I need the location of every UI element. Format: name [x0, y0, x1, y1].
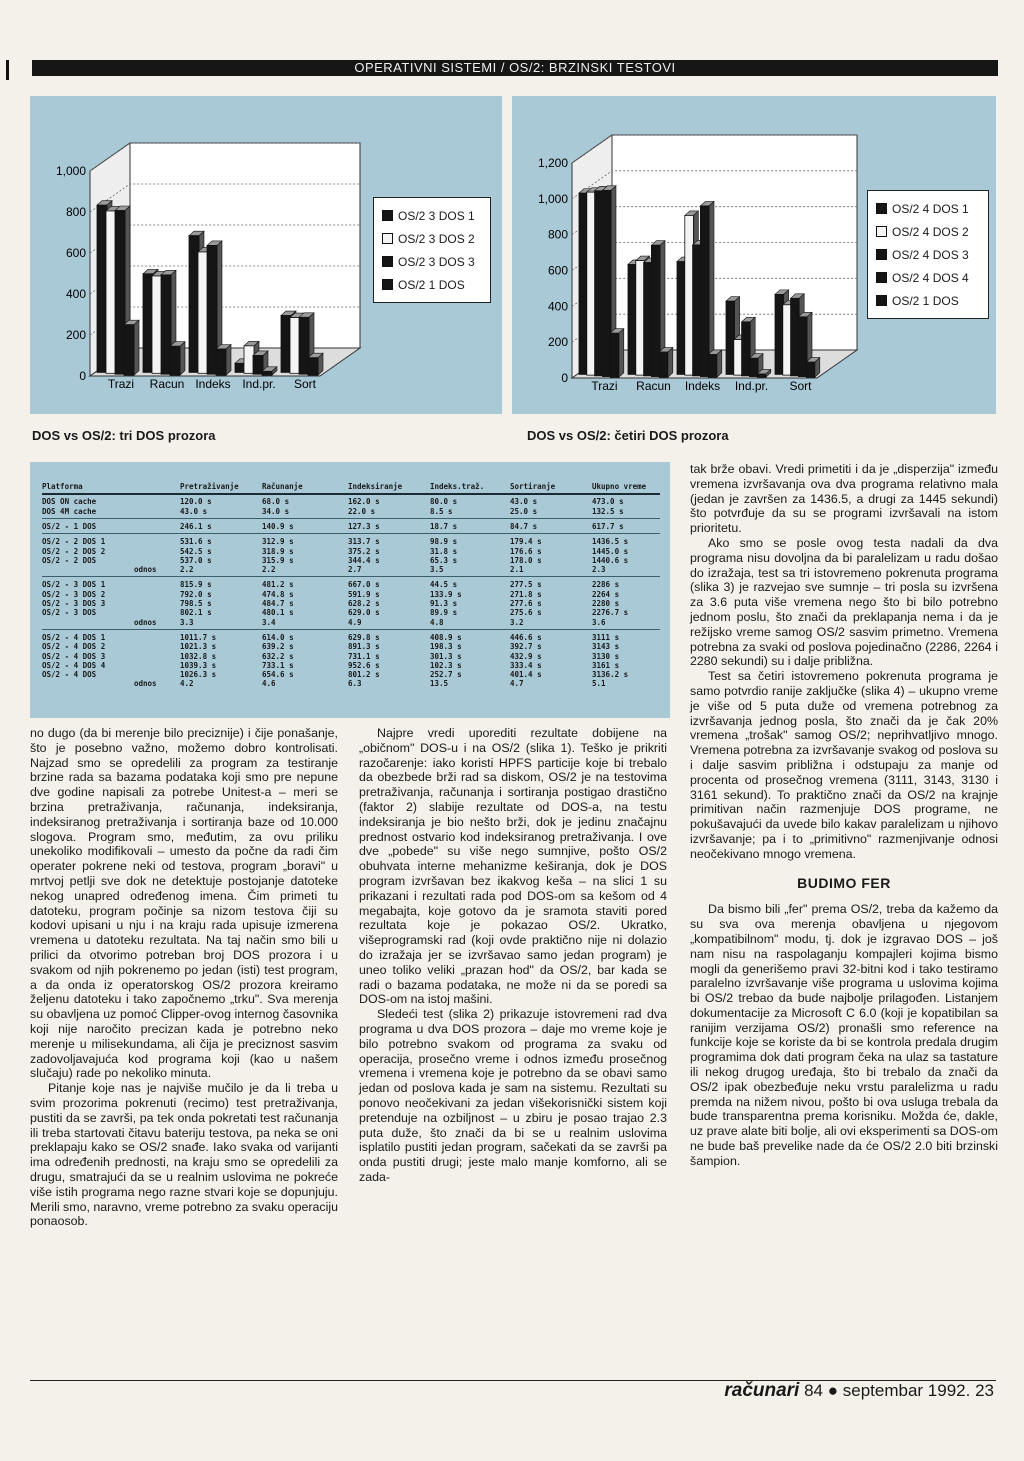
- bar-side: [226, 345, 231, 376]
- table-cell: DOS ON cache: [42, 497, 97, 507]
- bar: [791, 298, 800, 376]
- table-cell: 2286 s: [592, 580, 620, 590]
- bar: [579, 193, 588, 374]
- y-tick-label: 800: [547, 227, 568, 242]
- bar: [726, 301, 735, 374]
- table-cell: 432.9 s: [510, 651, 542, 661]
- table-cell: 6.3: [348, 679, 362, 689]
- bar: [749, 358, 758, 376]
- y-tick-label: 200: [547, 335, 568, 350]
- table-cell: 629.8 s: [348, 632, 380, 642]
- table-cell: odnos: [134, 565, 157, 575]
- paragraph: tak brže obavi. Vredi primetiti i da je „disperzija" između vremena izvršavanja ova dva programa relativno mala (jedan je završen za 1436.5, a drugi za 1445 sekundi) što potvrđuje da su se programi izvršavali na istom prioritetu.: [690, 462, 998, 536]
- table-cell: 632.2 s: [262, 651, 294, 661]
- bar: [644, 263, 653, 376]
- legend-item: [876, 243, 980, 266]
- table-cell: 22.0 s: [348, 506, 376, 516]
- table-cell: 178.0 s: [510, 555, 542, 565]
- legend-item: [876, 220, 980, 243]
- table-cell: 3143 s: [592, 642, 620, 652]
- table-cell: 1436.5 s: [592, 537, 629, 547]
- bar: [290, 318, 300, 374]
- legend-label: OS/2 4 DOS 4: [892, 270, 969, 285]
- table-cell: 80.0 s: [430, 497, 458, 507]
- table-cell: 252.7 s: [430, 670, 462, 680]
- legend-label: OS/2 1 DOS: [892, 293, 959, 308]
- table-cell: OS/2 - 4 DOS 1: [42, 632, 106, 642]
- table-cell: 2.7: [348, 565, 362, 575]
- y-tick-label: 600: [547, 263, 568, 278]
- table-cell: odnos: [134, 617, 157, 627]
- chart-caption-three-dos: DOS vs OS/2: tri DOS prozora: [32, 428, 216, 443]
- table-cell: 162.0 s: [348, 497, 380, 507]
- table-cell: OS/2 - 3 DOS 1: [42, 580, 106, 590]
- table-row: [30, 633, 670, 642]
- table-cell: OS/2 - 1 DOS: [42, 521, 97, 531]
- legend-swatch: [382, 279, 393, 290]
- legend-swatch: [382, 210, 393, 221]
- table-cell: 34.0 s: [262, 506, 290, 516]
- table-cell: 102.3 s: [430, 660, 462, 670]
- bar: [628, 264, 637, 374]
- table-cell: OS/2 - 4 DOS 4: [42, 660, 106, 670]
- table-cell: 408.9 s: [430, 632, 462, 642]
- table-separator: [42, 533, 660, 534]
- article-column-1: [30, 726, 338, 1229]
- bar: [216, 349, 226, 375]
- table-header-cell: Ukupno vreme: [592, 482, 647, 491]
- bar: [685, 215, 694, 375]
- table-cell: 1445.0 s: [592, 546, 629, 556]
- x-tick-label: Ind.pr.: [242, 377, 276, 391]
- table-cell: 798.5 s: [180, 599, 212, 608]
- table-cell: 4.2: [180, 679, 194, 689]
- table-cell: 43.0 s: [510, 497, 538, 507]
- table-cell: 3.5: [430, 565, 444, 575]
- table-cell: 537.0 s: [180, 555, 212, 565]
- article-column-3: [690, 462, 998, 1169]
- x-tick-label: Sort: [789, 379, 812, 393]
- table-cell: 3.3: [180, 617, 194, 627]
- table-cell: 792.0 s: [180, 589, 212, 599]
- table-cell: 344.4 s: [348, 555, 380, 565]
- table-cell: 13.5: [430, 679, 449, 689]
- y-tick-label: 0: [79, 369, 86, 383]
- paragraph: Ako smo se posle ovog testa nadali da dva programa nisu dovoljna da bi paralelizam u radu došao do izražaja, test sa tri istovremeno pokrenuta programa (slika 3) je razvejao sve sumnje – tri posla su izvršena za 3.6 puta više vremena nego što bi bilo potrebno jednom poslu, što znači da preklapanja nema i da je režijsko vreme samog OS/2 sasvim primetno. Vremena potrebna za svaki od poslova pojedinačno (2286, 2264 i 2280 sekundi) su i dalje približna.: [690, 535, 998, 669]
- section-heading: BUDIMO FER: [797, 874, 891, 891]
- bar: [742, 322, 751, 376]
- table-cell: 25.0 s: [510, 506, 538, 516]
- bar: [235, 363, 245, 372]
- table-row: [30, 599, 670, 608]
- table-cell: OS/2 - 2 DOS 2: [42, 546, 106, 556]
- bar: [806, 362, 815, 377]
- bar: [636, 261, 645, 376]
- bar: [262, 371, 272, 375]
- table-row: [30, 642, 670, 651]
- bar: [207, 245, 217, 374]
- bar: [124, 325, 134, 375]
- table-cell: 446.6 s: [510, 632, 542, 642]
- table-cell: 2.1: [510, 565, 524, 575]
- table-cell: 65.3 s: [430, 555, 458, 565]
- table-separator: [42, 518, 660, 519]
- legend-swatch: [876, 249, 887, 260]
- bar: [198, 252, 208, 373]
- paragraph: no dugo (da bi merenje bilo preciznije) i čije ponašanje, što je posebno važno, možemo dobro kontrolisati. Najzad smo se opredelili za program za testiranje brzine rada sa bazama podataka koji smo pre nepune dve godine napisali za potrebe Unitest-a – meri se brzina pretraživanja, računanja, indeksiranja, indeksiranog pretraživanja i sortiranja baze od 10.000 slogova. Program smo, međutim, za ovu priliku unekoliko modifikovali – umesto da počne da radi čim operater pokrene neki od testova, program „boravi" u mrtvoj petlji sve dok ne detektuje postojanje datoteke nekog unapred određenog imena. Čim primeti tu datoteku, program počinje sa nizom testova čiji su kodovi upisani u nju i na kraju rada upisuje izmerena vremena u datoteku rezultata. Na taj način smo bili u prilici da otvorimo potreban broj DOS prozora i u svakom od njih pokrenemo po jedan (isti) test program, a da onda iz operatorskog OS/2 prozora kreiramo željenu datoteku i tako započnemo „trku". Sva merenja su obavljena uz pomoć Clipper-ovog internog časovnika koji nije naročito precizan kada je potrebno neko merenje u milisekundama, ali čija je preciznost sasvim zadovoljavajuća kod programa koji (kao u našem slučaju) rade po nekoliko minuta.: [30, 726, 338, 1081]
- table-row: [30, 679, 670, 688]
- table-cell: 3.2: [510, 617, 524, 627]
- table-cell: 277.5 s: [510, 580, 542, 590]
- table-cell: 801.2 s: [348, 670, 380, 680]
- table-header-cell: Indeks.traž.: [430, 482, 485, 491]
- legend-label: OS/2 3 DOS 2: [398, 231, 475, 246]
- bar: [651, 245, 660, 376]
- legend-label: OS/2 1 DOS: [398, 277, 465, 292]
- y-tick-label: 200: [65, 328, 86, 342]
- table-separator: [42, 629, 660, 630]
- x-tick-label: Trazi: [591, 379, 618, 393]
- margin-mark: [6, 60, 9, 80]
- table-cell: 3.4: [262, 617, 276, 627]
- table-cell: 2.2: [180, 565, 194, 575]
- y-tick-label: 400: [547, 299, 568, 314]
- y-tick-label: 0: [561, 371, 568, 385]
- legend-swatch: [382, 256, 393, 267]
- table-cell: 2264 s: [592, 589, 620, 599]
- table-row: [30, 556, 670, 565]
- paragraph: Pitanje koje nas je najviše mučilo je da li treba u svim prozorima pokrenuti (recimo) test pretraživanja, pustiti da se završi, pa tek onda pokretati test računanja ili treba startovati čitavu bateriju testova, pa neka se oni preklapaju kako se OS/2 snađe. Iako svaka od varijanti ima određenih prednosti, na kraju smo se opredelili za drugu, smatrajući da se u realnim uslovima ne pokreće više istih programa nego razne stvari koje se dopunjuju. Merili smo, naravno, vreme potrebno za svaku operaciju ponaosob.: [30, 1081, 338, 1229]
- table-cell: 312.9 s: [262, 537, 294, 547]
- bar-side: [134, 320, 139, 375]
- table-cell: 333.4 s: [510, 660, 542, 670]
- table-cell: 179.4 s: [510, 537, 542, 547]
- legend-label: OS/2 4 DOS 3: [892, 247, 969, 262]
- bar: [708, 354, 717, 377]
- table-cell: 31.8 s: [430, 546, 458, 556]
- legend-item: [382, 227, 482, 250]
- table-header-cell: Računanje: [262, 482, 303, 491]
- table-cell: OS/2 - 2 DOS 1: [42, 537, 106, 547]
- table-cell: 271.8 s: [510, 589, 542, 599]
- paragraph: Najpre vredi uporediti rezultate dobijene na „običnom" DOS-u i na OS/2 (slika 1). Teško je prikriti razočarenje: iako koristi HPFS particije koje bi trebalo da obezbede brži rad sa diskom, OS/2 je na testovima pretraživanja, računanja i sortiranja postigao drastično (faktor 2) slabije rezultate od DOS-a, na testu indeksiranja je bio nešto brži, dok je jedinu značajnu prednost ostvario kod indeksiranog pretraživanja. I ove dve „pobede" su više nego sumnjive, pošto OS/2 obuhvata interne mehanizme keširanja, dok je DOS program izvršavan bez ikakvog keša – na slici 1 su prikazani i rezultati rada pod DOS-om sa kešom od 4 megabajta, koje gotovo da je sramota staviti pored rezultata koje je pokazao OS/2. Ukratko, višeprogramski rad (koji ovde praktično nije ni dolazio do izražaja jer se izvršavao samo jedan program) je uneo toliko veliki „prazan hod" da OS/2, bar kada se radi o bazama podataka, ne može ni da se poredi sa DOS-om na istoj mašini.: [359, 726, 667, 1007]
- table-cell: 542.5 s: [180, 546, 212, 556]
- table-cell: 952.6 s: [348, 660, 380, 670]
- table-row: [30, 670, 670, 679]
- table-cell: 1021.3 s: [180, 642, 217, 652]
- results-table: [30, 462, 670, 718]
- table-cell: 481.2 s: [262, 580, 294, 590]
- x-tick-label: Indeks: [684, 379, 721, 393]
- table-row: [30, 608, 670, 617]
- table-cell: 392.7 s: [510, 642, 542, 652]
- table-row: [30, 618, 670, 627]
- table-cell: 628.2 s: [348, 599, 380, 608]
- table-cell: 639.2 s: [262, 642, 294, 652]
- bar: [170, 346, 180, 375]
- bar: [97, 205, 107, 372]
- table-cell: 318.9 s: [262, 546, 294, 556]
- table-row: [30, 580, 670, 589]
- table-cell: 198.3 s: [430, 642, 462, 652]
- chart-panel-four-dos: [512, 96, 996, 414]
- bar: [161, 275, 171, 374]
- legend-swatch: [876, 295, 887, 306]
- table-cell: 531.6 s: [180, 537, 212, 547]
- bar: [659, 352, 668, 377]
- bar: [734, 340, 743, 376]
- bar: [308, 358, 318, 375]
- table-row: [30, 565, 670, 574]
- table-cell: 484.7 s: [262, 599, 294, 608]
- table-cell: 629.0 s: [348, 608, 380, 618]
- table-cell: OS/2 - 4 DOS 2: [42, 642, 106, 652]
- table-cell: 4.9: [348, 617, 362, 627]
- table-cell: DOS 4M cache: [42, 506, 97, 516]
- y-tick-label: 400: [65, 287, 86, 301]
- table-row: [30, 652, 670, 661]
- paragraph: Test sa četiri istovremeno pokrenuta programa je samo potvrdio ranije zaključke (slika 4) – ukupno vreme je više od 5 puta duže od vremena potrebnog za izvršavanja jednog posla, što znači da je čak 20% vremena „trošak" samog OS/2; neprihvatljivo mnogo. Vremena potrebna za izvršavanje svakog od poslova su i dalje sasvim približna i odstupaju za manje od procenta od prosečnog vremena (3111, 3143, 3130 i 3161 sekund). To praktično znači da OS/2 na krajnje primitivan način razmenjuje DOS programe, ne pokušavajući da uvede bilo kakav paralelizam u njihovo izvršavanje; pa i to „primitivno" razmenjivanje odnosi neočekivano mnogo vremena.: [690, 669, 998, 861]
- table-cell: 375.2 s: [348, 546, 380, 556]
- table-header-cell: Sortiranje: [510, 482, 556, 491]
- bar: [757, 374, 766, 377]
- table-cell: 140.9 s: [262, 521, 294, 531]
- magazine-logo: računari: [724, 1380, 800, 1401]
- issue-number: 84: [804, 1381, 823, 1400]
- table-cell: 617.7 s: [592, 521, 624, 531]
- table-cell: 89.9 s: [430, 608, 458, 618]
- table-row: [30, 537, 670, 546]
- table-cell: 1440.6 s: [592, 555, 629, 565]
- table-cell: 591.9 s: [348, 589, 380, 599]
- table-row: [30, 590, 670, 599]
- x-tick-label: Trazi: [107, 377, 135, 391]
- legend-swatch: [876, 272, 887, 283]
- table-cell: OS/2 - 2 DOS: [42, 555, 97, 565]
- table-cell: 1011.7 s: [180, 632, 217, 642]
- page-number: 23: [975, 1381, 994, 1400]
- x-tick-label: Sort: [293, 377, 317, 391]
- table-header-cell: Indeksiranje: [348, 482, 403, 491]
- bar: [115, 211, 125, 375]
- legend-item: [382, 250, 482, 273]
- table-cell: OS/2 - 3 DOS 2: [42, 589, 106, 599]
- bullet: ●: [827, 1381, 839, 1400]
- legend-label: OS/2 3 DOS 3: [398, 254, 475, 269]
- table-cell: 815.9 s: [180, 580, 212, 590]
- table-cell: 133.9 s: [430, 589, 462, 599]
- table-row: [30, 661, 670, 670]
- bar: [700, 206, 709, 377]
- table-separator: [42, 576, 660, 577]
- y-tick-label: 1,200: [537, 156, 568, 170]
- table-cell: OS/2 - 3 DOS: [42, 608, 97, 618]
- y-tick-label: 1,000: [537, 191, 568, 206]
- x-tick-label: Racun: [149, 377, 185, 391]
- table-cell: 4.7: [510, 679, 524, 689]
- table-cell: 120.0 s: [180, 497, 212, 507]
- table-cell: 4.8: [430, 617, 444, 627]
- table-cell: 474.8 s: [262, 589, 294, 599]
- legend-label: OS/2 4 DOS 1: [892, 201, 969, 216]
- bar: [775, 294, 784, 374]
- table-cell: 3130 s: [592, 651, 620, 661]
- table-cell: 4.6: [262, 679, 276, 689]
- table-cell: 891.3 s: [348, 642, 380, 652]
- table-cell: 301.3 s: [430, 651, 462, 661]
- chart-legend-four-dos: [867, 190, 989, 319]
- legend-item: [382, 204, 482, 227]
- table-cell: 43.0 s: [180, 506, 208, 516]
- table-header-cell: Pretraživanje: [180, 482, 239, 491]
- table-row: [30, 547, 670, 556]
- table-cell: 132.5 s: [592, 506, 624, 516]
- table-cell: 401.4 s: [510, 670, 542, 680]
- bar: [693, 245, 702, 376]
- table-cell: 275.6 s: [510, 608, 542, 618]
- table-cell: 733.1 s: [262, 660, 294, 670]
- paragraph: Da bismo bili „fer" prema OS/2, treba da kažemo da su sva ova merenja obavljena u njegovom „kompatibilnom" modu, tj. dok je izgravao DOS – još nam nisu na raspolaganju kompajleri kojima bismo mogli da generišemo pravi 32-bitni kod i tako testiramo paralelno izvršavanje više programa u uslovima kojima bi OS/2 trebao da bude najbolje prilagođen. Listanjem dokumentacije za Microsoft C 6.0 (koji je kopatibilan sa ranijim verzijama OS/2) pronašli smo reference na funkcije koje se koriste da bi se kontrola predala drugim programima dok dati program čeka na ulaz sa tastature ili nekog drugog uređaja, što bi trebalo da znači da OS/2 ipak obezbeđuje neku vrstu paralelizma u radu premda na nižem nivou, pošto bi ova usluga trebala da bude transparentna prema korisniku. Možda će, dakle, uz prave alate biti bolje, ali ovi eksperimenti sa DOS-om ne bude baš prevelike nade da će OS/2 2.0 biti brzinski šampion.: [690, 902, 998, 1168]
- legend-swatch: [382, 233, 393, 244]
- bar: [244, 346, 254, 373]
- table-cell: 1026.3 s: [180, 670, 217, 680]
- table-cell: 44.5 s: [430, 580, 458, 590]
- bar: [595, 191, 604, 376]
- table-cell: 68.0 s: [262, 497, 290, 507]
- legend-item: [876, 266, 980, 289]
- table-cell: 98.9 s: [430, 537, 458, 547]
- table-row: [30, 522, 670, 531]
- table-cell: 313.7 s: [348, 537, 380, 547]
- article-column-2: [359, 726, 667, 1185]
- bar: [783, 305, 792, 375]
- legend-label: OS/2 3 DOS 1: [398, 208, 475, 223]
- legend-swatch: [876, 203, 887, 214]
- bar-side: [717, 350, 722, 377]
- table-cell: 654.6 s: [262, 670, 294, 680]
- chart-caption-four-dos: DOS vs OS/2: četiri DOS prozora: [527, 428, 729, 443]
- table-cell: OS/2 - 3 DOS 3: [42, 599, 106, 608]
- bar: [143, 274, 153, 373]
- bar-side: [668, 348, 673, 378]
- table-cell: 480.1 s: [262, 608, 294, 618]
- table-row: [30, 507, 670, 516]
- table-cell: 18.7 s: [430, 521, 458, 531]
- chart-legend-three-dos: [373, 197, 491, 303]
- table-cell: 176.6 s: [510, 546, 542, 556]
- table-cell: 127.3 s: [348, 521, 380, 531]
- y-tick-label: 600: [65, 246, 86, 260]
- table-cell: 91.3 s: [430, 599, 458, 608]
- bar: [152, 276, 162, 373]
- x-tick-label: Indeks: [195, 377, 231, 391]
- bar: [610, 333, 619, 377]
- table-cell: 614.0 s: [262, 632, 294, 642]
- y-tick-label: 800: [65, 205, 86, 219]
- table-cell: 731.1 s: [348, 651, 380, 661]
- legend-swatch: [876, 226, 887, 237]
- bar: [587, 192, 596, 375]
- table-cell: 667.0 s: [348, 580, 380, 590]
- table-cell: 84.7 s: [510, 521, 538, 531]
- table-header-row: [30, 482, 670, 491]
- table-header-cell: Platforma: [42, 482, 83, 491]
- table-cell: 3.6: [592, 617, 606, 627]
- table-cell: odnos: [134, 679, 157, 689]
- table-cell: 2.2: [262, 565, 276, 575]
- table-cell: 2280 s: [592, 599, 620, 608]
- table-cell: 3136.2 s: [592, 670, 629, 680]
- table-row: [30, 497, 670, 506]
- bar-side: [619, 329, 624, 378]
- legend-item: [876, 289, 980, 312]
- table-cell: 315.9 s: [262, 555, 294, 565]
- x-tick-label: Racun: [636, 379, 671, 393]
- table-cell: 5.1: [592, 679, 606, 689]
- chart-panel-three-dos: [30, 96, 502, 414]
- bar: [602, 190, 611, 376]
- table-cell: 3161 s: [592, 660, 620, 670]
- table-cell: 8.5 s: [430, 506, 453, 516]
- table-cell: 2276.7 s: [592, 608, 629, 618]
- bar: [106, 211, 116, 373]
- bar: [281, 316, 291, 373]
- paragraph: Sledeći test (slika 2) prikazuje istovremeni rad dva programa u dva DOS prozora – daje mo vreme koje je bilo potrebno svakom od programa za svaku od operacija, prosečno vreme i odnos između prosečnog vremena i vremena koje je potrebno da se obavi samo jedan od poslova kada je sam na sistemu. Rezultati su ponovo neočekivani za jedan višekorisnički sistem koji pretenduje na ozbiljnost – u zbiru je posao trajao 2.3 puta duže, što znači da bi se u realnim uslovima isplatilo pustiti jedan program, sačekati da se završi pa onda pustiti drugi; jeste malo manje komforno, ali se zada-: [359, 1007, 667, 1184]
- bar: [189, 236, 199, 373]
- table-cell: 277.6 s: [510, 599, 542, 608]
- bar: [798, 317, 807, 377]
- legend-item: [876, 197, 980, 220]
- table-separator: [42, 493, 660, 495]
- table-cell: 473.0 s: [592, 497, 624, 507]
- x-tick-label: Ind.pr.: [734, 379, 769, 393]
- table-cell: 1039.3 s: [180, 660, 217, 670]
- table-cell: 802.1 s: [180, 608, 212, 618]
- issue-date: septembar 1992.: [842, 1381, 971, 1400]
- page-footer: [724, 1380, 994, 1402]
- table-cell: 3111 s: [592, 632, 620, 642]
- legend-label: OS/2 4 DOS 2: [892, 224, 969, 239]
- bar: [677, 262, 686, 375]
- section-header: OPERATIVNI SISTEMI / OS/2: BRZINSKI TESTOVI: [32, 60, 998, 76]
- table-cell: OS/2 - 4 DOS: [42, 670, 97, 680]
- table-cell: 1032.8 s: [180, 651, 217, 661]
- bar: [299, 317, 309, 374]
- table-cell: OS/2 - 4 DOS 3: [42, 651, 106, 661]
- legend-item: [382, 273, 482, 296]
- table-cell: 2.3: [592, 565, 606, 575]
- table-cell: 246.1 s: [180, 521, 212, 531]
- y-tick-label: 1,000: [55, 164, 86, 178]
- bar-side: [180, 342, 185, 375]
